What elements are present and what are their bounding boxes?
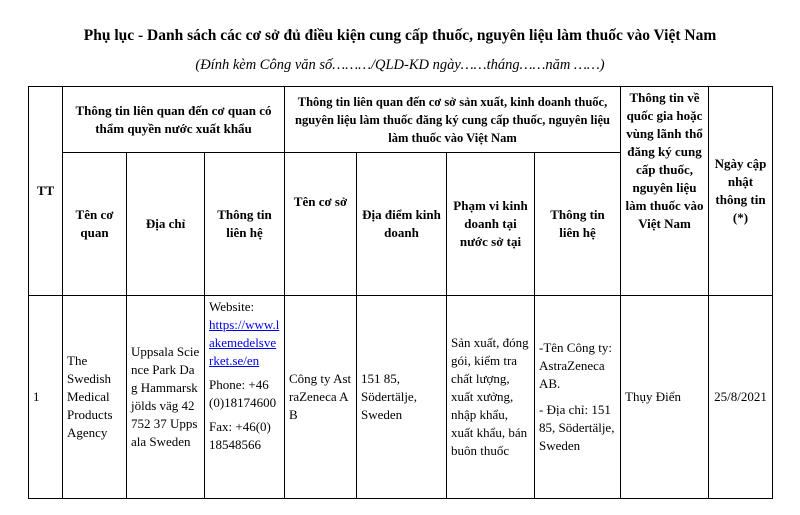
cell-business-scope: Sản xuất, đóng gói, kiểm tra chất lượng, xuất xưởng, nhập khẩu, xuất khẩu, bán buôn thuốc	[447, 296, 535, 499]
header-business-scope: Phạm vi kinh doanh tại nước sở tại	[447, 153, 535, 296]
cell-update-date: 25/8/2021	[709, 296, 773, 499]
header-facility-name: Tên cơ sở	[285, 153, 357, 296]
contact-address: - Địa chỉ: 151 85, Södertälje, Sweden	[539, 402, 615, 453]
header-update-date: Ngày cập nhật thông tin (*)	[709, 87, 773, 296]
cell-address: Uppsala Science Park Dag Hammarskjölds väg 42 752 37 Uppsala Sweden	[127, 296, 205, 499]
cell-facility-contact	[535, 296, 621, 499]
cell-business-location: 151 85, Södertälje, Sweden	[357, 296, 447, 499]
website-label: Website:	[209, 299, 255, 314]
header-business-location: Địa điểm kinh doanh	[357, 153, 447, 296]
header-agency-name: Tên cơ quan	[63, 153, 127, 296]
header-agency-contact: Thông tin liên hệ	[205, 153, 285, 296]
cell-agency-name: The Swedish Medical Products Agency	[63, 296, 127, 499]
header-facility-contact: Thông tin liên hệ	[535, 153, 621, 296]
header-group-facility: Thông tin liên quan đến cơ sở sản xuất, kinh doanh thuốc, nguyên liệu làm thuốc đăng ký cung cấp thuốc, nguyên liệu làm thuốc vào Việt Nam	[285, 87, 621, 153]
contact-company: -Tên Công ty: AstraZeneca AB.	[539, 340, 612, 391]
table-row	[29, 296, 773, 499]
phone-text: Phone: +46(0)18174600	[209, 377, 277, 410]
document-title: Phụ lục - Danh sách các cơ sở đủ điều kiện cung cấp thuốc, nguyên liệu làm thuốc vào Việt Nam	[83, 27, 717, 44]
website-link[interactable]: https://www.lakemedelsverket.se/en	[209, 317, 280, 368]
header-country-info: Thông tin về quốc gia hoặc vùng lãnh thổ đăng ký cung cấp thuốc, nguyên liệu làm thuốc vào Việt Nam	[621, 87, 709, 296]
cell-country: Thụy Điển	[621, 296, 709, 499]
header-tt: TT	[29, 87, 63, 296]
supplier-table	[28, 86, 773, 499]
cell-agency-contact	[205, 296, 285, 499]
cell-facility-name: Công ty AstraZeneca AB	[285, 296, 357, 499]
header-address: Địa chỉ	[127, 153, 205, 296]
document-subtitle: (Đính kèm Công văn số………/QLD-KD ngày……tháng……năm ……)	[195, 57, 605, 73]
cell-tt: 1	[29, 296, 63, 499]
fax-text: Fax: +46(0) 18548566	[209, 419, 271, 452]
header-group-authority: Thông tin liên quan đến cơ quan có thẩm quyền nước xuất khẩu	[63, 87, 285, 153]
